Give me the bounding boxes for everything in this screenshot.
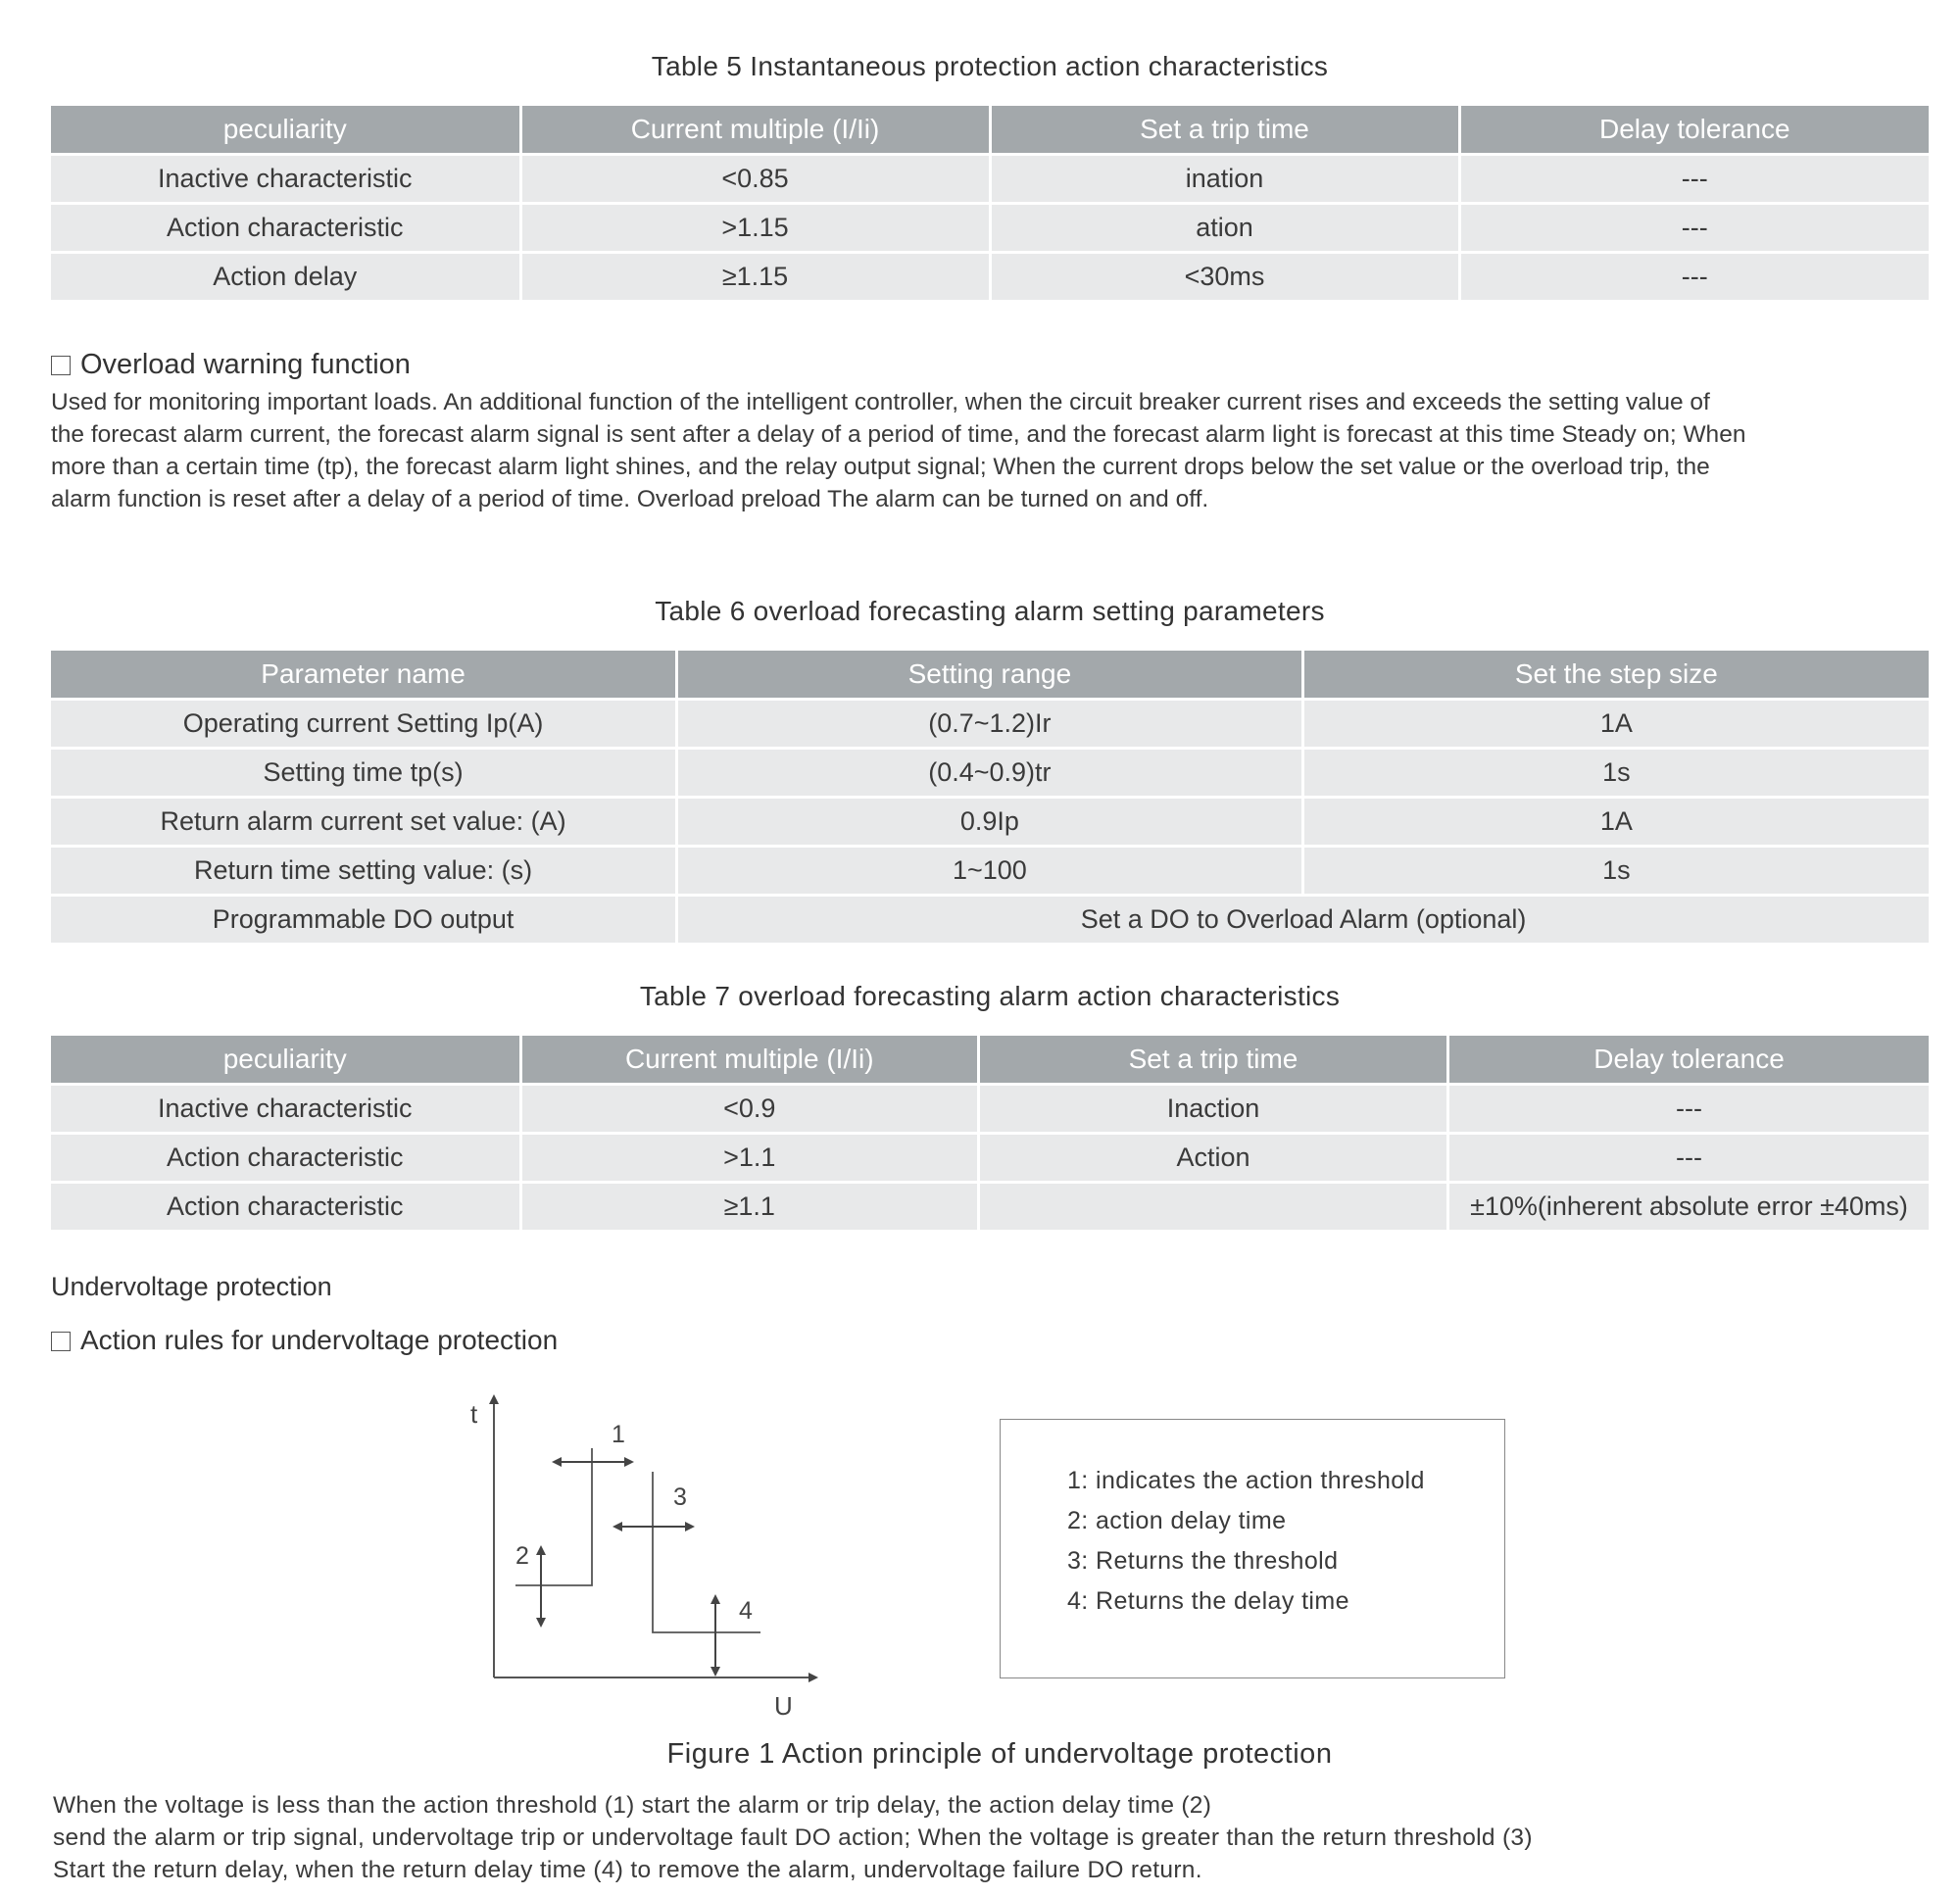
table-cell: 1s [1302,749,1929,798]
legend-item: 1: indicates the action threshold [1067,1467,1425,1494]
table7 [51,1036,1929,1233]
table-cell: --- [1448,1085,1930,1134]
table5-caption: Table 5 Instantaneous protection action characteristics [651,51,1329,81]
table6-caption: Table 6 overload forecasting alarm setting parameters [655,596,1325,626]
table6-header: Set the step size [1302,651,1929,700]
diagram-label-3: 3 [673,1483,687,1511]
table-cell: Inactive characteristic [51,1085,520,1134]
table6-header: Parameter name [51,651,677,700]
checkbox-icon [51,356,71,375]
table7-header-row [51,1036,1929,1085]
table-cell: Inaction [979,1085,1448,1134]
overload-warning-title [51,349,411,381]
table-cell: Set a DO to Overload Alarm (optional) [677,896,1929,945]
table-cell: --- [1459,253,1929,302]
table5-header: Set a trip time [990,106,1459,155]
table7-header: Current multiple (I/Ii) [520,1036,979,1085]
table-cell: >1.15 [520,204,990,253]
overload-warning-title-text: Overload warning function [80,349,411,380]
diagram-label-4: 4 [739,1597,753,1625]
table7-header: Delay tolerance [1448,1036,1930,1085]
table-cell: --- [1448,1134,1930,1183]
threshold-lines [515,1448,760,1632]
paragraph-line: Start the return delay, when the return delay time (4) to remove the alarm, undervoltage failure DO return. [53,1857,1202,1883]
undervoltage-subheading-text: Action rules for undervoltage protection [80,1325,559,1355]
table-cell: <30ms [990,253,1459,302]
figure-caption: Figure 1 Action principle of undervoltage protection [666,1738,1333,1770]
table5-header: Delay tolerance [1459,106,1929,155]
paragraph-line: send the alarm or trip signal, undervoltage trip or undervoltage fault DO action; When the voltage is greater than the return threshold (3) [53,1824,1533,1851]
table-cell: Setting time tp(s) [51,749,677,798]
axis-label-t: t [470,1399,478,1429]
table-cell: 1~100 [677,847,1303,896]
axes [494,1399,813,1677]
diagram-label-1: 1 [612,1421,625,1448]
table-cell: Inactive characteristic [51,155,520,204]
table5 [51,106,1929,303]
axis-label-u: U [774,1691,793,1721]
table-row [51,700,1929,749]
table-row [51,1085,1929,1134]
legend-item: 4: Returns the delay time [1067,1587,1349,1615]
table-cell: Action [979,1134,1448,1183]
paragraph-line: When the voltage is less than the action threshold (1) start the alarm or trip delay, the action delay time (2) [53,1792,1212,1819]
table-row [51,847,1929,896]
legend-item: 2: action delay time [1067,1507,1287,1534]
undervoltage-description [53,1789,1935,1886]
undervoltage-heading: Undervoltage protection [51,1272,332,1301]
table-row [51,1134,1929,1183]
table-cell: <0.85 [520,155,990,204]
table-cell: Operating current Setting Ip(A) [51,700,677,749]
table-cell: Action characteristic [51,204,520,253]
table-cell: Action characteristic [51,1134,520,1183]
table-row [51,253,1929,302]
overload-warning-text [51,386,1933,515]
table-cell: --- [1459,155,1929,204]
paragraph-line: the forecast alarm current, the forecast alarm signal is sent after a delay of a period of time, and the forecast alarm light is forecast at this time Steady on; When [51,421,1746,448]
table-cell: Return alarm current set value: (A) [51,798,677,847]
undervoltage-subheading [51,1325,558,1356]
table-cell: <0.9 [520,1085,979,1134]
table-cell: 1A [1302,700,1929,749]
table-cell: ation [990,204,1459,253]
table-cell: 1A [1302,798,1929,847]
table-cell: Return time setting value: (s) [51,847,677,896]
table-row [51,204,1929,253]
figure-legend [1000,1419,1505,1678]
table-cell: Action delay [51,253,520,302]
undervoltage-diagram [451,1382,843,1725]
table-row [51,798,1929,847]
paragraph-line: alarm function is reset after a delay of a period of time. Overload preload The alarm can be turned on and off. [51,486,1209,512]
table-cell: >1.1 [520,1134,979,1183]
table-cell: ≥1.1 [520,1183,979,1232]
diagram-label-2: 2 [515,1542,529,1570]
table-cell: ination [990,155,1459,204]
checkbox-icon [51,1332,71,1351]
table-row [51,896,1929,945]
paragraph-line: more than a certain time (tp), the forecast alarm light shines, and the relay output signal; When the current drops below the set value or the overload trip, the [51,454,1710,480]
table-cell [979,1183,1448,1232]
table7-caption: Table 7 overload forecasting alarm action characteristics [639,981,1341,1011]
table6-header: Setting range [677,651,1303,700]
table6-header-row [51,651,1929,700]
table-row [51,749,1929,798]
arrows [541,1462,715,1672]
legend-item: 3: Returns the threshold [1067,1547,1339,1575]
table5-header: peculiarity [51,106,520,155]
table-cell: (0.4~0.9)tr [677,749,1303,798]
table-cell: Programmable DO output [51,896,677,945]
table5-header: Current multiple (I/Ii) [520,106,990,155]
table-row [51,1183,1929,1232]
table-cell: ≥1.15 [520,253,990,302]
table6 [51,651,1929,946]
table7-header: Set a trip time [979,1036,1448,1085]
table-cell: Action characteristic [51,1183,520,1232]
table-cell: --- [1459,204,1929,253]
table-cell: 1s [1302,847,1929,896]
table-cell: ±10%(inherent absolute error ±40ms) [1448,1183,1930,1232]
paragraph-line: Used for monitoring important loads. An additional function of the intelligent controller, when the circuit breaker current rises and exceeds the setting value of [51,389,1710,415]
table5-header-row [51,106,1929,155]
table7-header: peculiarity [51,1036,520,1085]
table-cell: 0.9Ip [677,798,1303,847]
table-cell: (0.7~1.2)Ir [677,700,1303,749]
table-row [51,155,1929,204]
